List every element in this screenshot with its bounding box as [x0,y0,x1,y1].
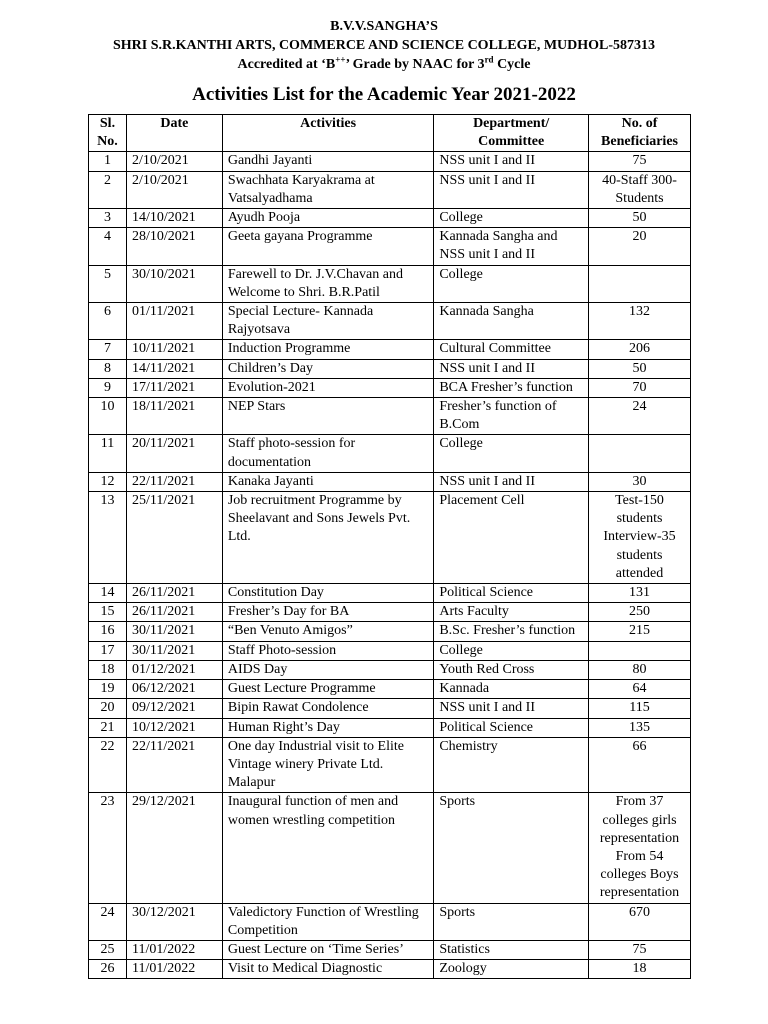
date-cell: 22/11/2021 [126,737,222,793]
table-row [89,209,691,228]
sl-no-cell: 13 [89,492,127,584]
department-cell: Political Science [434,584,589,603]
table-row [89,152,691,171]
activity-cell: Swachhata Karyakrama at Vatsalyadhama [222,171,433,208]
table-row [89,660,691,679]
document-header [0,0,768,74]
sl-no-cell: 18 [89,660,127,679]
sl-no-cell: 3 [89,209,127,228]
accreditation-text: ’ Grade by NAAC for 3 [345,57,485,72]
department-cell: NSS unit I and II [434,699,589,718]
beneficiaries-cell: 132 [589,303,691,340]
department-cell: Sports [434,903,589,940]
activity-cell: Farewell to Dr. J.V.Chavan and Welcome to Shri. B.R.Patil [222,265,433,302]
table-header-row [89,115,691,152]
date-cell: 18/11/2021 [126,398,222,435]
table-row [89,960,691,979]
accreditation-text: Accredited at ‘B [237,57,336,72]
sl-no-cell: 24 [89,903,127,940]
table-row [89,940,691,959]
sl-no-cell: 1 [89,152,127,171]
department-cell: Chemistry [434,737,589,793]
beneficiaries-cell: 75 [589,940,691,959]
table-row [89,718,691,737]
table-row [89,265,691,302]
department-cell: Cultural Committee [434,340,589,359]
beneficiaries-cell: 115 [589,699,691,718]
activity-cell: Valedictory Function of Wrestling Competition [222,903,433,940]
department-cell: College [434,641,589,660]
beneficiaries-cell: 66 [589,737,691,793]
activity-cell: Constitution Day [222,584,433,603]
sl-no-cell: 6 [89,303,127,340]
sl-no-cell: 16 [89,622,127,641]
date-cell: 14/10/2021 [126,209,222,228]
activity-cell: Special Lecture- Kannada Rajyotsava [222,303,433,340]
department-cell: Placement Cell [434,492,589,584]
table-row [89,378,691,397]
sl-no-cell: 20 [89,699,127,718]
beneficiaries-cell: 30 [589,472,691,491]
date-cell: 29/12/2021 [126,793,222,903]
beneficiaries-cell: 24 [589,398,691,435]
column-header-activities: Activities [222,115,433,152]
column-header-beneficiaries: No. of Beneficiaries [589,115,691,152]
department-cell: Fresher’s function of B.Com [434,398,589,435]
beneficiaries-cell: 131 [589,584,691,603]
department-cell: Statistics [434,940,589,959]
activity-cell: AIDS Day [222,660,433,679]
department-cell: Kannada [434,680,589,699]
date-cell: 26/11/2021 [126,603,222,622]
date-cell: 30/12/2021 [126,903,222,940]
beneficiaries-cell [589,265,691,302]
beneficiaries-cell: 75 [589,152,691,171]
column-header-sl-no: Sl. No. [89,115,127,152]
date-cell: 09/12/2021 [126,699,222,718]
date-cell: 2/10/2021 [126,171,222,208]
sl-no-cell: 2 [89,171,127,208]
beneficiaries-cell: 40-Staff 300- Students [589,171,691,208]
beneficiaries-cell: 50 [589,359,691,378]
department-cell: Political Science [434,718,589,737]
accreditation-line [0,55,768,74]
table-row [89,435,691,472]
sl-no-cell: 9 [89,378,127,397]
table-row [89,641,691,660]
beneficiaries-cell: 50 [589,209,691,228]
table-row [89,793,691,903]
activity-cell: Job recruitment Programme by Sheelavant and Sons Jewels Pvt. Ltd. [222,492,433,584]
activity-cell: Geeta gayana Programme [222,228,433,265]
beneficiaries-cell: 250 [589,603,691,622]
activity-cell: Induction Programme [222,340,433,359]
sl-no-cell: 4 [89,228,127,265]
accreditation-text: Cycle [493,57,531,72]
beneficiaries-cell: 70 [589,378,691,397]
sl-no-cell: 7 [89,340,127,359]
beneficiaries-cell: 18 [589,960,691,979]
date-cell: 06/12/2021 [126,680,222,699]
activity-cell: Bipin Rawat Condolence [222,699,433,718]
department-cell: NSS unit I and II [434,359,589,378]
activity-cell: Gandhi Jayanti [222,152,433,171]
sl-no-cell: 5 [89,265,127,302]
beneficiaries-cell: 670 [589,903,691,940]
date-cell: 25/11/2021 [126,492,222,584]
grade-superscript: ++ [335,54,346,65]
beneficiaries-cell: Test-150 students Interview-35 students attended [589,492,691,584]
department-cell: Zoology [434,960,589,979]
table-row [89,398,691,435]
activity-cell: Guest Lecture on ‘Time Series’ [222,940,433,959]
activity-cell: Children’s Day [222,359,433,378]
date-cell: 20/11/2021 [126,435,222,472]
table-row [89,584,691,603]
column-header-department: Department/ Committee [434,115,589,152]
org-name: B.V.V.SANGHA’S [330,19,438,34]
activity-cell: Ayudh Pooja [222,209,433,228]
date-cell: 22/11/2021 [126,472,222,491]
beneficiaries-cell [589,641,691,660]
activity-cell: One day Industrial visit to Elite Vintage winery Private Ltd. Malapur [222,737,433,793]
table-row [89,603,691,622]
beneficiaries-cell: 206 [589,340,691,359]
department-cell: Kannada Sangha and NSS unit I and II [434,228,589,265]
activity-cell: Evolution-2021 [222,378,433,397]
sl-no-cell: 8 [89,359,127,378]
table-row [89,303,691,340]
sl-no-cell: 26 [89,960,127,979]
beneficiaries-cell: 64 [589,680,691,699]
table-row [89,359,691,378]
date-cell: 28/10/2021 [126,228,222,265]
activity-cell: “Ben Venuto Amigos” [222,622,433,641]
date-cell: 2/10/2021 [126,152,222,171]
department-cell: Kannada Sangha [434,303,589,340]
table-row [89,228,691,265]
department-cell: NSS unit I and II [434,152,589,171]
activity-cell: Staff Photo-session [222,641,433,660]
department-cell: NSS unit I and II [434,171,589,208]
date-cell: 26/11/2021 [126,584,222,603]
cycle-superscript: rd [484,54,494,65]
activities-table [88,114,691,979]
beneficiaries-cell: 135 [589,718,691,737]
sl-no-cell: 12 [89,472,127,491]
date-cell: 30/11/2021 [126,641,222,660]
table-row [89,492,691,584]
department-cell: College [434,265,589,302]
sl-no-cell: 21 [89,718,127,737]
activity-cell: Kanaka Jayanti [222,472,433,491]
sl-no-cell: 23 [89,793,127,903]
table-row [89,680,691,699]
department-cell: Youth Red Cross [434,660,589,679]
department-cell: College [434,209,589,228]
date-cell: 01/11/2021 [126,303,222,340]
department-cell: Arts Faculty [434,603,589,622]
sl-no-cell: 10 [89,398,127,435]
page-title: Activities List for the Academic Year 2021-2022 [192,84,576,105]
activity-cell: Human Right’s Day [222,718,433,737]
sl-no-cell: 25 [89,940,127,959]
table-body [89,152,691,979]
sl-no-cell: 22 [89,737,127,793]
college-name: SHRI S.R.KANTHI ARTS, COMMERCE AND SCIENCE COLLEGE, MUDHOL-587313 [112,38,656,53]
table-row [89,472,691,491]
department-cell: Sports [434,793,589,903]
beneficiaries-cell: 80 [589,660,691,679]
table-row [89,699,691,718]
date-cell: 17/11/2021 [126,378,222,397]
activity-cell: Inaugural function of men and women wrestling competition [222,793,433,903]
activity-cell: Fresher’s Day for BA [222,603,433,622]
table-row [89,737,691,793]
sl-no-cell: 19 [89,680,127,699]
table-row [89,171,691,208]
sl-no-cell: 14 [89,584,127,603]
beneficiaries-cell [589,435,691,472]
beneficiaries-cell: 20 [589,228,691,265]
department-cell: NSS unit I and II [434,472,589,491]
activity-cell: Staff photo-session for documentation [222,435,433,472]
date-cell: 30/11/2021 [126,622,222,641]
date-cell: 14/11/2021 [126,359,222,378]
sl-no-cell: 15 [89,603,127,622]
beneficiaries-cell: 215 [589,622,691,641]
date-cell: 11/01/2022 [126,940,222,959]
table-row [89,903,691,940]
sl-no-cell: 17 [89,641,127,660]
department-cell: College [434,435,589,472]
column-header-date: Date [126,115,222,152]
activity-cell: NEP Stars [222,398,433,435]
date-cell: 10/12/2021 [126,718,222,737]
table-row [89,622,691,641]
date-cell: 01/12/2021 [126,660,222,679]
activity-cell: Visit to Medical Diagnostic [222,960,433,979]
department-cell: B.Sc. Fresher’s function [434,622,589,641]
sl-no-cell: 11 [89,435,127,472]
date-cell: 10/11/2021 [126,340,222,359]
activity-cell: Guest Lecture Programme [222,680,433,699]
department-cell: BCA Fresher’s function [434,378,589,397]
date-cell: 30/10/2021 [126,265,222,302]
table-row [89,340,691,359]
date-cell: 11/01/2022 [126,960,222,979]
beneficiaries-cell: From 37 colleges girls representation From 54 colleges Boys representation [589,793,691,903]
